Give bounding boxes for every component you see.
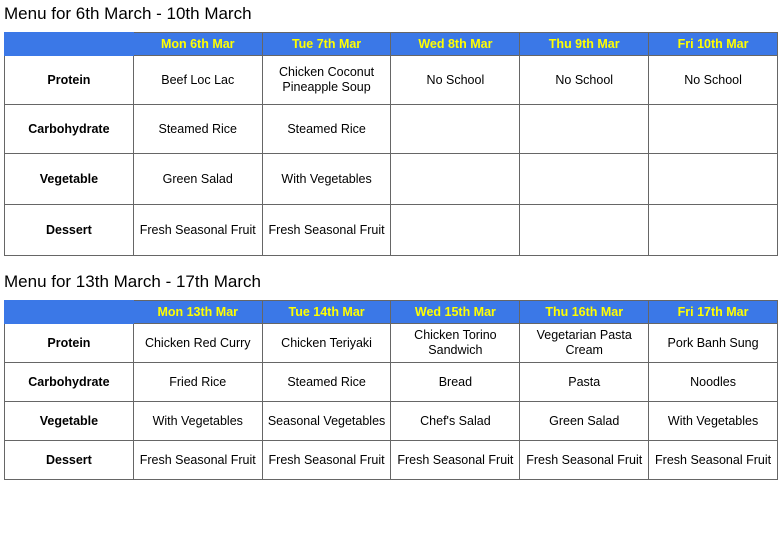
row-label-vegetable: Vegetable: [5, 154, 134, 205]
cell-carbohydrate-tue: Steamed Rice: [262, 105, 391, 154]
header-day-wed: Wed 15th Mar: [391, 301, 520, 324]
header-day-mon: Mon 6th Mar: [133, 33, 262, 56]
cell-protein-fri: No School: [649, 56, 778, 105]
cell-carbohydrate-mon: Fried Rice: [133, 363, 262, 402]
cell-carbohydrate-wed: Bread: [391, 363, 520, 402]
header-day-wed: Wed 8th Mar: [391, 33, 520, 56]
cell-vegetable-wed: Chef's Salad: [391, 402, 520, 441]
cell-dessert-mon: Fresh Seasonal Fruit: [133, 441, 262, 480]
cell-carbohydrate-fri: Noodles: [649, 363, 778, 402]
cell-protein-wed: No School: [391, 56, 520, 105]
row-label-protein: Protein: [5, 56, 134, 105]
row-label-carbohydrate: Carbohydrate: [5, 363, 134, 402]
cell-dessert-wed: [391, 205, 520, 256]
header-corner-cell: [5, 33, 134, 56]
cell-carbohydrate-tue: Steamed Rice: [262, 363, 391, 402]
table-row: [5, 363, 778, 402]
cell-dessert-mon: Fresh Seasonal Fruit: [133, 205, 262, 256]
row-label-dessert: Dessert: [5, 441, 134, 480]
table-header-row: [5, 33, 778, 56]
cell-vegetable-tue: With Vegetables: [262, 154, 391, 205]
section-title-week1: Menu for 6th March - 10th March: [4, 4, 252, 23]
cell-protein-tue: Chicken Coconut Pineapple Soup: [262, 56, 391, 105]
cell-vegetable-mon: With Vegetables: [133, 402, 262, 441]
cell-protein-tue: Chicken Teriyaki: [262, 324, 391, 363]
table-row: [5, 205, 778, 256]
section-spacer: [2, 256, 778, 268]
section-title-week2: Menu for 13th March - 17th March: [4, 272, 262, 291]
cell-vegetable-thu: [520, 154, 649, 205]
row-label-vegetable: Vegetable: [5, 402, 134, 441]
table-row: [5, 402, 778, 441]
cell-dessert-thu: [520, 205, 649, 256]
cell-carbohydrate-thu: Pasta: [520, 363, 649, 402]
menu-table-week1: [4, 32, 778, 256]
cell-carbohydrate-mon: Steamed Rice: [133, 105, 262, 154]
cell-dessert-fri: Fresh Seasonal Fruit: [649, 441, 778, 480]
cell-protein-wed: Chicken Torino Sandwich: [391, 324, 520, 363]
header-day-thu: Thu 16th Mar: [520, 301, 649, 324]
header-day-thu: Thu 9th Mar: [520, 33, 649, 56]
header-day-tue: Tue 7th Mar: [262, 33, 391, 56]
header-day-fri: Fri 17th Mar: [649, 301, 778, 324]
table-header-row: [5, 301, 778, 324]
cell-vegetable-thu: Green Salad: [520, 402, 649, 441]
cell-dessert-wed: Fresh Seasonal Fruit: [391, 441, 520, 480]
cell-vegetable-wed: [391, 154, 520, 205]
table-row: [5, 56, 778, 105]
cell-protein-thu: Vegetarian Pasta Cream: [520, 324, 649, 363]
table-row: [5, 105, 778, 154]
header-corner-cell: [5, 301, 134, 324]
header-day-mon: Mon 13th Mar: [133, 301, 262, 324]
cell-vegetable-mon: Green Salad: [133, 154, 262, 205]
table-row: [5, 324, 778, 363]
cell-vegetable-fri: With Vegetables: [649, 402, 778, 441]
cell-protein-mon: Beef Loc Lac: [133, 56, 262, 105]
table-row: [5, 154, 778, 205]
header-day-tue: Tue 14th Mar: [262, 301, 391, 324]
cell-carbohydrate-thu: [520, 105, 649, 154]
menu-document: [0, 4, 780, 480]
row-label-carbohydrate: Carbohydrate: [5, 105, 134, 154]
table-row: [5, 441, 778, 480]
cell-protein-fri: Pork Banh Sung: [649, 324, 778, 363]
header-day-fri: Fri 10th Mar: [649, 33, 778, 56]
cell-carbohydrate-wed: [391, 105, 520, 154]
cell-protein-thu: No School: [520, 56, 649, 105]
row-label-protein: Protein: [5, 324, 134, 363]
cell-protein-mon: Chicken Red Curry: [133, 324, 262, 363]
cell-dessert-tue: Fresh Seasonal Fruit: [262, 441, 391, 480]
cell-vegetable-tue: Seasonal Vegetables: [262, 402, 391, 441]
cell-dessert-fri: [649, 205, 778, 256]
cell-dessert-thu: Fresh Seasonal Fruit: [520, 441, 649, 480]
cell-vegetable-fri: [649, 154, 778, 205]
cell-dessert-tue: Fresh Seasonal Fruit: [262, 205, 391, 256]
menu-table-week2: [4, 300, 778, 480]
cell-carbohydrate-fri: [649, 105, 778, 154]
row-label-dessert: Dessert: [5, 205, 134, 256]
